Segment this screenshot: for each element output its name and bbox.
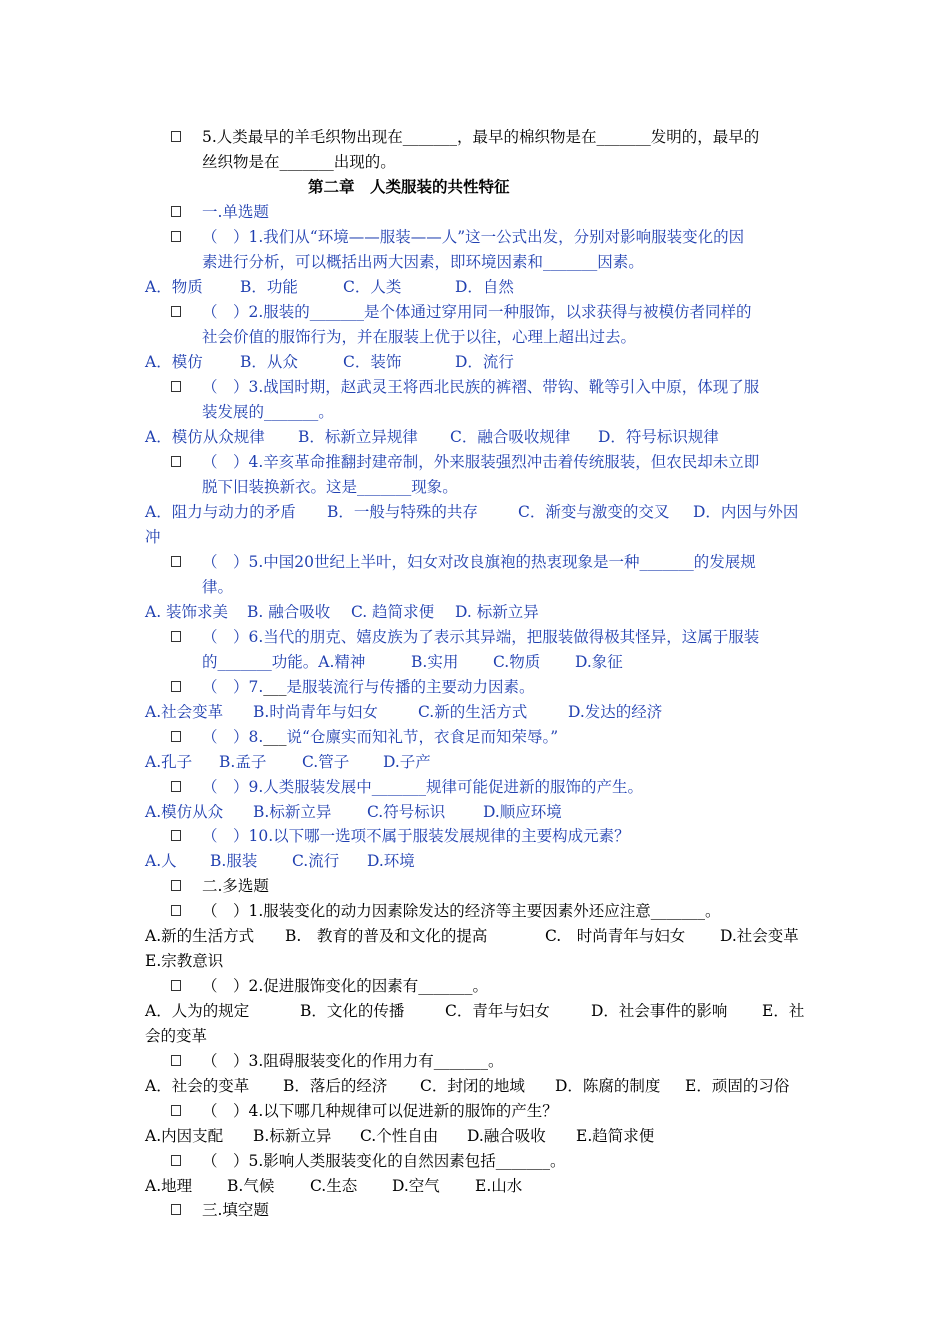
section-heading-single-choice: 一.单选题 [202, 203, 269, 221]
single-q8-line [202, 727, 558, 747]
single-q9-line-1: （ ）9.人类服装发展中_______规律可能促进新的服饰的产生。 [202, 778, 644, 796]
list-marker [171, 1105, 181, 1116]
single-q9-option-a: A.模仿从众 [145, 803, 224, 821]
list-marker [171, 556, 181, 567]
single-q10-option-c: C.流行 [292, 852, 340, 870]
multi-q1-option-d: D.社会变革 [720, 927, 799, 945]
list-marker [171, 781, 181, 792]
multi-q1-line-1: （ ）1.服装变化的动力因素除发达的经济等主要因素外还应注意_______。 [202, 902, 721, 920]
multi-q5-line-1: （ ）5.影响人类服装变化的自然因素包括_______。 [202, 1152, 566, 1170]
multi-q1-option-c: C. 时尚青年与妇女 [545, 927, 686, 945]
single-q5-line-2: 律。 [202, 578, 234, 596]
list-marker [171, 381, 181, 392]
single-q1-option-c: C．人类 [343, 278, 402, 296]
single-q2-line-1: （ ）2.服装的_______是个体通过穿用同一种服饰，以求获得与被模仿者同样的 [202, 303, 752, 321]
multi-q5-option-a: A.地理 [145, 1177, 193, 1195]
single-q1-option-b: B．功能 [240, 278, 298, 296]
list-marker [171, 731, 181, 742]
single-q7-text: 是服装流行与传播的主要动力因素。 [286, 678, 535, 696]
list-marker [171, 905, 181, 916]
single-q6-option-d: D.象征 [575, 653, 623, 671]
single-q4-option-d-wrap: 冲 [145, 528, 161, 546]
single-q8-option-a: A.孔子 [145, 753, 193, 771]
single-q5-option-d: D. 标新立异 [455, 603, 539, 621]
single-q1-line-1: （ ）1.我们从“环境——服装——人”这一公式出发，分别对影响服装变化的因 [202, 228, 745, 246]
single-q3-option-d: D．符号标识规律 [598, 428, 719, 446]
list-marker [171, 1055, 181, 1066]
single-q6-option-b: B.实用 [411, 653, 459, 671]
multi-q4-option-d: D.融合吸收 [467, 1127, 546, 1145]
single-q8-option-d: D.子产 [383, 753, 431, 771]
single-q1-option-d: D．自然 [455, 278, 514, 296]
single-q4-option-b: B．一般与特殊的共存 [327, 503, 478, 521]
multi-q2-option-e-wrap: 会的变革 [145, 1027, 208, 1045]
multi-q1-option-a: A.新的生活方式 [145, 927, 255, 945]
multi-q4-option-c: C.个性自由 [360, 1127, 439, 1145]
list-marker [171, 1155, 181, 1166]
single-q8-text: 说“仓廪实而知礼节，衣食足而知荣辱。” [286, 728, 559, 746]
multi-q4-option-e: E.趋简求便 [576, 1127, 655, 1145]
single-q3-line-2: 装发展的_______。 [202, 403, 334, 421]
single-q5-option-c: C. 趋简求便 [351, 603, 435, 621]
question-5-line-1: 5.人类最早的羊毛织物出现在_______，最早的棉织物是在_______发明的，最早的 [202, 128, 760, 146]
list-marker [171, 206, 181, 217]
multi-q5-option-d: D.空气 [392, 1177, 440, 1195]
multi-q5-option-e: E.山水 [475, 1177, 523, 1195]
single-q8-blank: ___ [263, 728, 287, 746]
single-q5-option-b: B. 融合吸收 [247, 603, 331, 621]
multi-q3-option-a: A．社会的变革 [145, 1077, 250, 1095]
list-marker [171, 830, 181, 841]
multi-q2-option-a: A．人为的规定 [145, 1002, 250, 1020]
multi-q3-line-1: （ ）3.阻碍服装变化的作用力有_______。 [202, 1052, 504, 1070]
single-q7-line [202, 677, 535, 697]
single-q1-option-a: A．物质 [145, 278, 203, 296]
multi-q2-option-b: B．文化的传播 [300, 1002, 405, 1020]
single-q7-option-b: B.时尚青年与妇女 [253, 703, 378, 721]
list-marker [171, 1204, 181, 1215]
single-q3-option-c: C．融合吸收规律 [450, 428, 571, 446]
list-marker [171, 231, 181, 242]
section-heading-fill-in: 三.填空题 [202, 1201, 269, 1219]
single-q2-option-a: A．模仿 [145, 353, 203, 371]
multi-q1-option-b: B. 教育的普及和文化的提高 [285, 927, 488, 945]
single-q5-line-1: （ ）5.中国20世纪上半叶，妇女对改良旗袍的热衷现象是一种_______的发展规 [202, 553, 756, 571]
multi-q4-option-b: B.标新立异 [253, 1127, 332, 1145]
single-q7-blank: ___ [263, 678, 287, 696]
single-q2-option-c: C．装饰 [343, 353, 402, 371]
single-q6-line-2: 的_______功能。A.精神 [202, 653, 366, 671]
single-q9-option-b: B.标新立异 [253, 803, 332, 821]
question-5-line-2: 丝织物是在_______出现的。 [202, 153, 396, 171]
single-q10-option-d: D.环境 [367, 852, 415, 870]
single-q8-option-b: B.孟子 [219, 753, 267, 771]
list-marker [171, 456, 181, 467]
section-heading-multiple-choice: 二.多选题 [202, 877, 269, 895]
list-marker [171, 631, 181, 642]
single-q10-option-a: A.人 [145, 852, 177, 870]
multi-q3-option-d: D．陈腐的制度 [555, 1077, 661, 1095]
multi-q2-option-e: E．社 [762, 1002, 805, 1020]
multi-q3-option-b: B．落后的经济 [283, 1077, 388, 1095]
single-q9-option-d: D.顺应环境 [483, 803, 562, 821]
multi-q4-option-a: A.内因支配 [145, 1127, 224, 1145]
single-q4-line-2: 脱下旧装换新衣。这是_______现象。 [202, 478, 458, 496]
multi-q5-option-c: C.生态 [310, 1177, 358, 1195]
single-q5-option-a: A. 装饰求美 [145, 603, 229, 621]
multi-q1-option-e: E.宗教意识 [145, 952, 224, 970]
multi-q4-line-1: （ ）4.以下哪几种规律可以促进新的服饰的产生？ [202, 1102, 558, 1120]
single-q3-line-1: （ ）3.战国时期，赵武灵王将西北民族的裤褶、带钩、靴等引入中原，体现了服 [202, 378, 760, 396]
list-marker [171, 880, 181, 891]
single-q7-prefix: （ ）7. [202, 678, 264, 696]
single-q4-option-c: C．渐变与激变的交叉 [518, 503, 670, 521]
single-q4-option-a: A．阻力与动力的矛盾 [145, 503, 296, 521]
chapter-title: 第二章 人类服装的共性特征 [308, 177, 510, 196]
single-q3-option-a: A．模仿从众规律 [145, 428, 265, 446]
multi-q2-line-1: （ ）2.促进服饰变化的因素有_______。 [202, 977, 489, 995]
single-q10-line-1: （ ）10.以下哪一选项不属于服装发展规律的主要构成元素？ [202, 827, 630, 845]
list-marker [171, 681, 181, 692]
single-q10-option-b: B.服装 [210, 852, 258, 870]
single-q2-line-2: 社会价值的服饰行为，并在服装上优于以往，心理上超出过去。 [202, 328, 637, 346]
single-q4-option-d: D．内因与外因 [693, 503, 799, 521]
multi-q2-option-d: D．社会事件的影响 [591, 1002, 728, 1020]
multi-q3-option-e: E．顽固的习俗 [685, 1077, 790, 1095]
single-q1-line-2: 素进行分析，可以概括出两大因素，即环境因素和_______因素。 [202, 253, 644, 271]
list-marker [171, 131, 181, 142]
list-marker [171, 980, 181, 991]
multi-q5-option-b: B.气候 [227, 1177, 275, 1195]
single-q7-option-c: C.新的生活方式 [418, 703, 528, 721]
single-q6-line-1: （ ）6.当代的朋克、嬉皮族为了表示其异端，把服装做得极其怪异，这属于服装 [202, 628, 760, 646]
single-q3-option-b: B．标新立异规律 [298, 428, 418, 446]
multi-q3-option-c: C．封闭的地域 [420, 1077, 525, 1095]
single-q8-prefix: （ ）8. [202, 728, 264, 746]
single-q4-line-1: （ ）4.辛亥革命推翻封建帝制，外来服装强烈冲击着传统服装，但农民却未立即 [202, 453, 760, 471]
multi-q2-option-c: C．青年与妇女 [445, 1002, 550, 1020]
list-marker [171, 306, 181, 317]
single-q2-option-b: B．从众 [240, 353, 298, 371]
single-q7-option-a: A.社会变革 [145, 703, 224, 721]
single-q7-option-d: D.发达的经济 [568, 703, 663, 721]
single-q9-option-c: C.符号标识 [367, 803, 446, 821]
single-q2-option-d: D．流行 [455, 353, 514, 371]
single-q6-option-c: C.物质 [493, 653, 541, 671]
single-q8-option-c: C.管子 [302, 753, 350, 771]
